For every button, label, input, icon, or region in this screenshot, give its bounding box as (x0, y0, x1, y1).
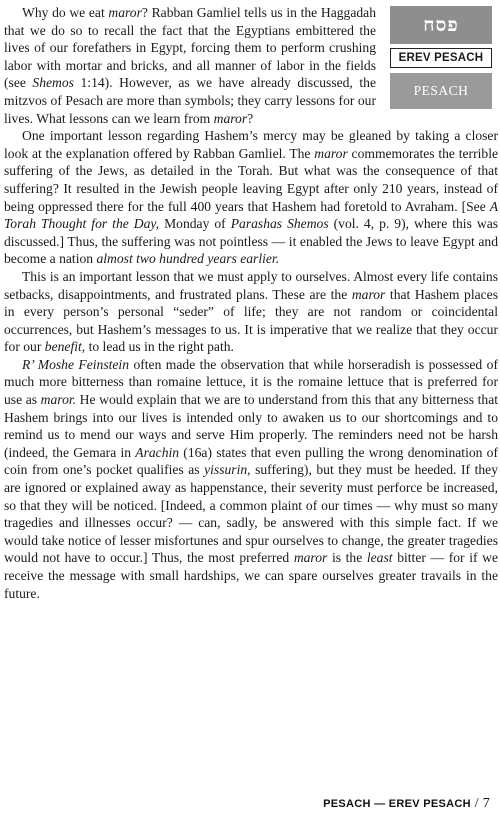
running-head: PESACH — EREV PESACH (323, 798, 471, 810)
body-text (4, 4, 498, 602)
paragraph-3: This is an important lesson that we must apply to ourselves. Almost every life contains setbacks, disappointments, and frustrated plans. These are the maror that Hashem places in every person’s personal “seder” of life; they are not random or coincidental occurrences, but Hashem’s messages to us. It is imperative that we realize that they occur for our benefit, to lead us in the right path. (4, 268, 498, 355)
tab-erev-pesach[interactable]: EREV PESACH (390, 48, 492, 68)
paragraph-1: Why do we eat maror? Rabban Gamliel tells us in the Haggadah that we do so to recall the fact that the Egyptians embittered the lives of our forefathers in Egypt, forcing them to perform crushing labor with mortar and bricks, and all manner of labor in the fields (see Shemos 1:14). However, as we have already discussed, the mitzvos of Pesach are more than symbols; they carry lessons for our lives. What lessons can we learn from maror? (4, 5, 376, 126)
page-footer (323, 796, 490, 812)
tab-hebrew-pesach[interactable]: פסח (390, 6, 492, 44)
footer-separator: / (470, 796, 483, 811)
tab-pesach[interactable]: PESACH (390, 73, 492, 109)
paragraph-2: One important lesson regarding Hashem’s mercy may be gleaned by taking a closer look at the explanation offered by Rabban Gamliel. The maror commemorates the terrible suffering of the Jews, as detailed in the Torah. But what was the consequence of that suffering? It resulted in the Jewish people leaving Egypt after only 210 years, instead of being oppressed there for the full 400 years that Hashem had foretold to Avraham. [See A Torah Thought for the Day, Monday of Parashas Shemos (vol. 4, p. 9), where this was discussed.] Thus, the suffering was not pointless — it enabled the Jews to leave Egypt and become a nation almost two hundred years earlier. (4, 128, 499, 267)
paragraph-4: R’ Moshe Feinstein often made the observation that while horseradish is possessed of much more bitterness than romaine lettuce, it is the romaine lettuce that is preferred for use as maror. He would explain that we are to understand from this that any bitterness that Hashem brings into our lives is intended only to awaken us to our shortcomings and to remind us to mend our ways and serve Him properly. The reminders need not be harsh (indeed, the Gemara in Arachin (16a) states that even pulling the wrong denomination of coin from one’s pocket qualifies as yissurin, suffering), but they must be heeded. If they are ignored or explained away as happenstance, their severity must perforce be increased, so that they will be noticed. [Indeed, a common plaint of our times — why must so many tragedies and illnesses occur? — can, sadly, be answered with this simple fact. If we would take notice of lesser misfortunes and spur ourselves to change, the greater tragedies would not have to occur.] Thus, the most preferred maror is the least bitter — for if we receive the message with small hardships, we can spare ourselves greater travails in the future. (4, 356, 499, 601)
page-number: 7 (482, 796, 490, 811)
